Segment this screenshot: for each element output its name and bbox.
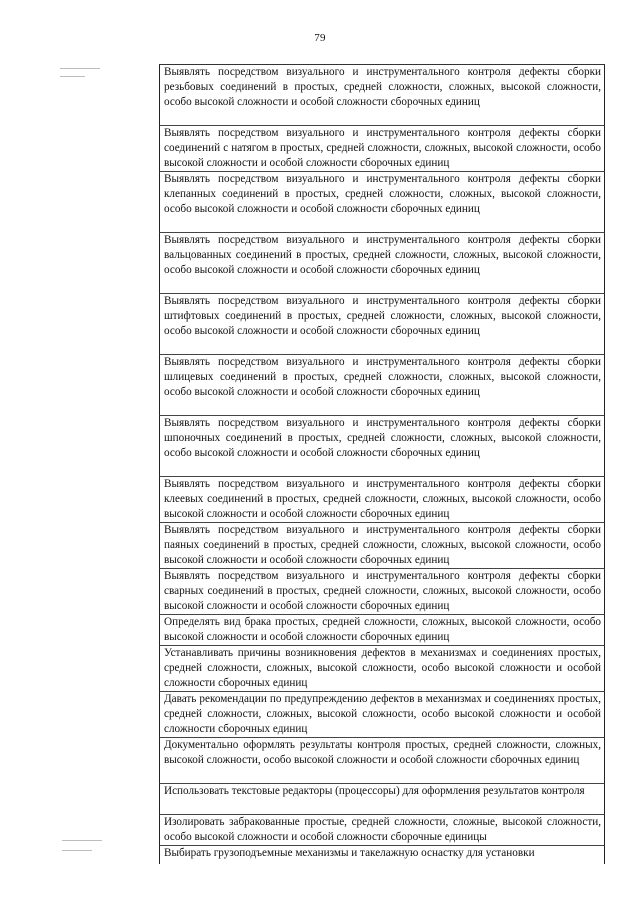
skills-table [159, 64, 605, 864]
table-row: Давать рекомендации по предупреждению дефектов в механизмах и соединениях простых, средней сложности, сложных, высокой сложности, особо высокой сложности и особой сложности сборочных единиц [159, 692, 605, 738]
margin-line [60, 68, 100, 69]
margin-line [60, 76, 85, 77]
table-row: Устанавливать причины возникновения дефектов в механизмах и соединениях простых, средней сложности, сложных, высокой сложности, особо высокой сложности и особой сложности сборочных единиц [159, 646, 605, 692]
table-row: Выявлять посредством визуального и инструментального контроля дефекты сборки сварных соединений в простых, средней сложности, сложных, высокой сложности, особо высокой сложности и особой сложности сборочных единиц [159, 569, 605, 615]
table-row: Выявлять посредством визуального и инструментального контроля дефекты сборки паяных соединений в простых, средней сложности, сложных, высокой сложности, особо высокой сложности и особой сложности сборочных единиц [159, 523, 605, 569]
table-row: Выявлять посредством визуального и инструментального контроля дефекты сборки соединений с натягом в простых, средней сложности, сложных, высокой сложности, особо высокой сложности и особой сложности сборочных единиц [159, 126, 605, 172]
table-row: Выявлять посредством визуального и инструментального контроля дефекты сборки вальцованных соединений в простых, средней сложности, сложных, высокой сложности, особо высокой сложности и особой сложности сборочных единиц [159, 233, 605, 294]
table-row: Документально оформлять результаты контроля простых, средней сложности, сложных, высокой сложности, особо высокой сложности и особой сложности сборочных единиц [159, 738, 605, 784]
margin-line [62, 850, 92, 851]
table-row: Выявлять посредством визуального и инструментального контроля дефекты сборки шлицевых соединений в простых, средней сложности, сложных, высокой сложности, особо высокой сложности и особой сложности сборочных единиц [159, 355, 605, 416]
table-row: Использовать текстовые редакторы (процессоры) для оформления результатов контроля [159, 784, 605, 815]
table-row: Выявлять посредством визуального и инструментального контроля дефекты сборки штифтовых соединений в простых, средней сложности, сложных, высокой сложности, особо высокой сложности и особой сложности сборочных единиц [159, 294, 605, 355]
table-row: Выявлять посредством визуального и инструментального контроля дефекты сборки шпоночных соединений в простых, средней сложности, сложных, высокой сложности, особо высокой сложности и особой сложности сборочных единиц [159, 416, 605, 477]
table-row: Выбирать грузоподъемные механизмы и такелажную оснастку для установки [159, 846, 605, 864]
table-row: Выявлять посредством визуального и инструментального контроля дефекты сборки клеевых соединений в простых, средней сложности, сложных, высокой сложности, особо высокой сложности и особой сложности сборочных единиц [159, 477, 605, 523]
margin-line [62, 840, 102, 841]
table-row: Определять вид брака простых, средней сложности, сложных, высокой сложности, особо высокой сложности и особой сложности сборочных единиц [159, 615, 605, 646]
table-row: Выявлять посредством визуального и инструментального контроля дефекты сборки клепанных соединений в простых, средней сложности, сложных, высокой сложности, особо высокой сложности и особой сложности сборочных единиц [159, 172, 605, 233]
table-row: Выявлять посредством визуального и инструментального контроля дефекты сборки резьбовых соединений в простых, средней сложности, сложных, высокой сложности, особо высокой сложности и особой сложности сборочных единиц [159, 65, 605, 126]
page-number: 79 [314, 32, 326, 44]
table-row: Изолировать забракованные простые, средней сложности, сложные, высокой сложности, особо высокой сложности и особой сложности сборочные единицы [159, 815, 605, 846]
scan-margin-artifacts [0, 64, 150, 854]
